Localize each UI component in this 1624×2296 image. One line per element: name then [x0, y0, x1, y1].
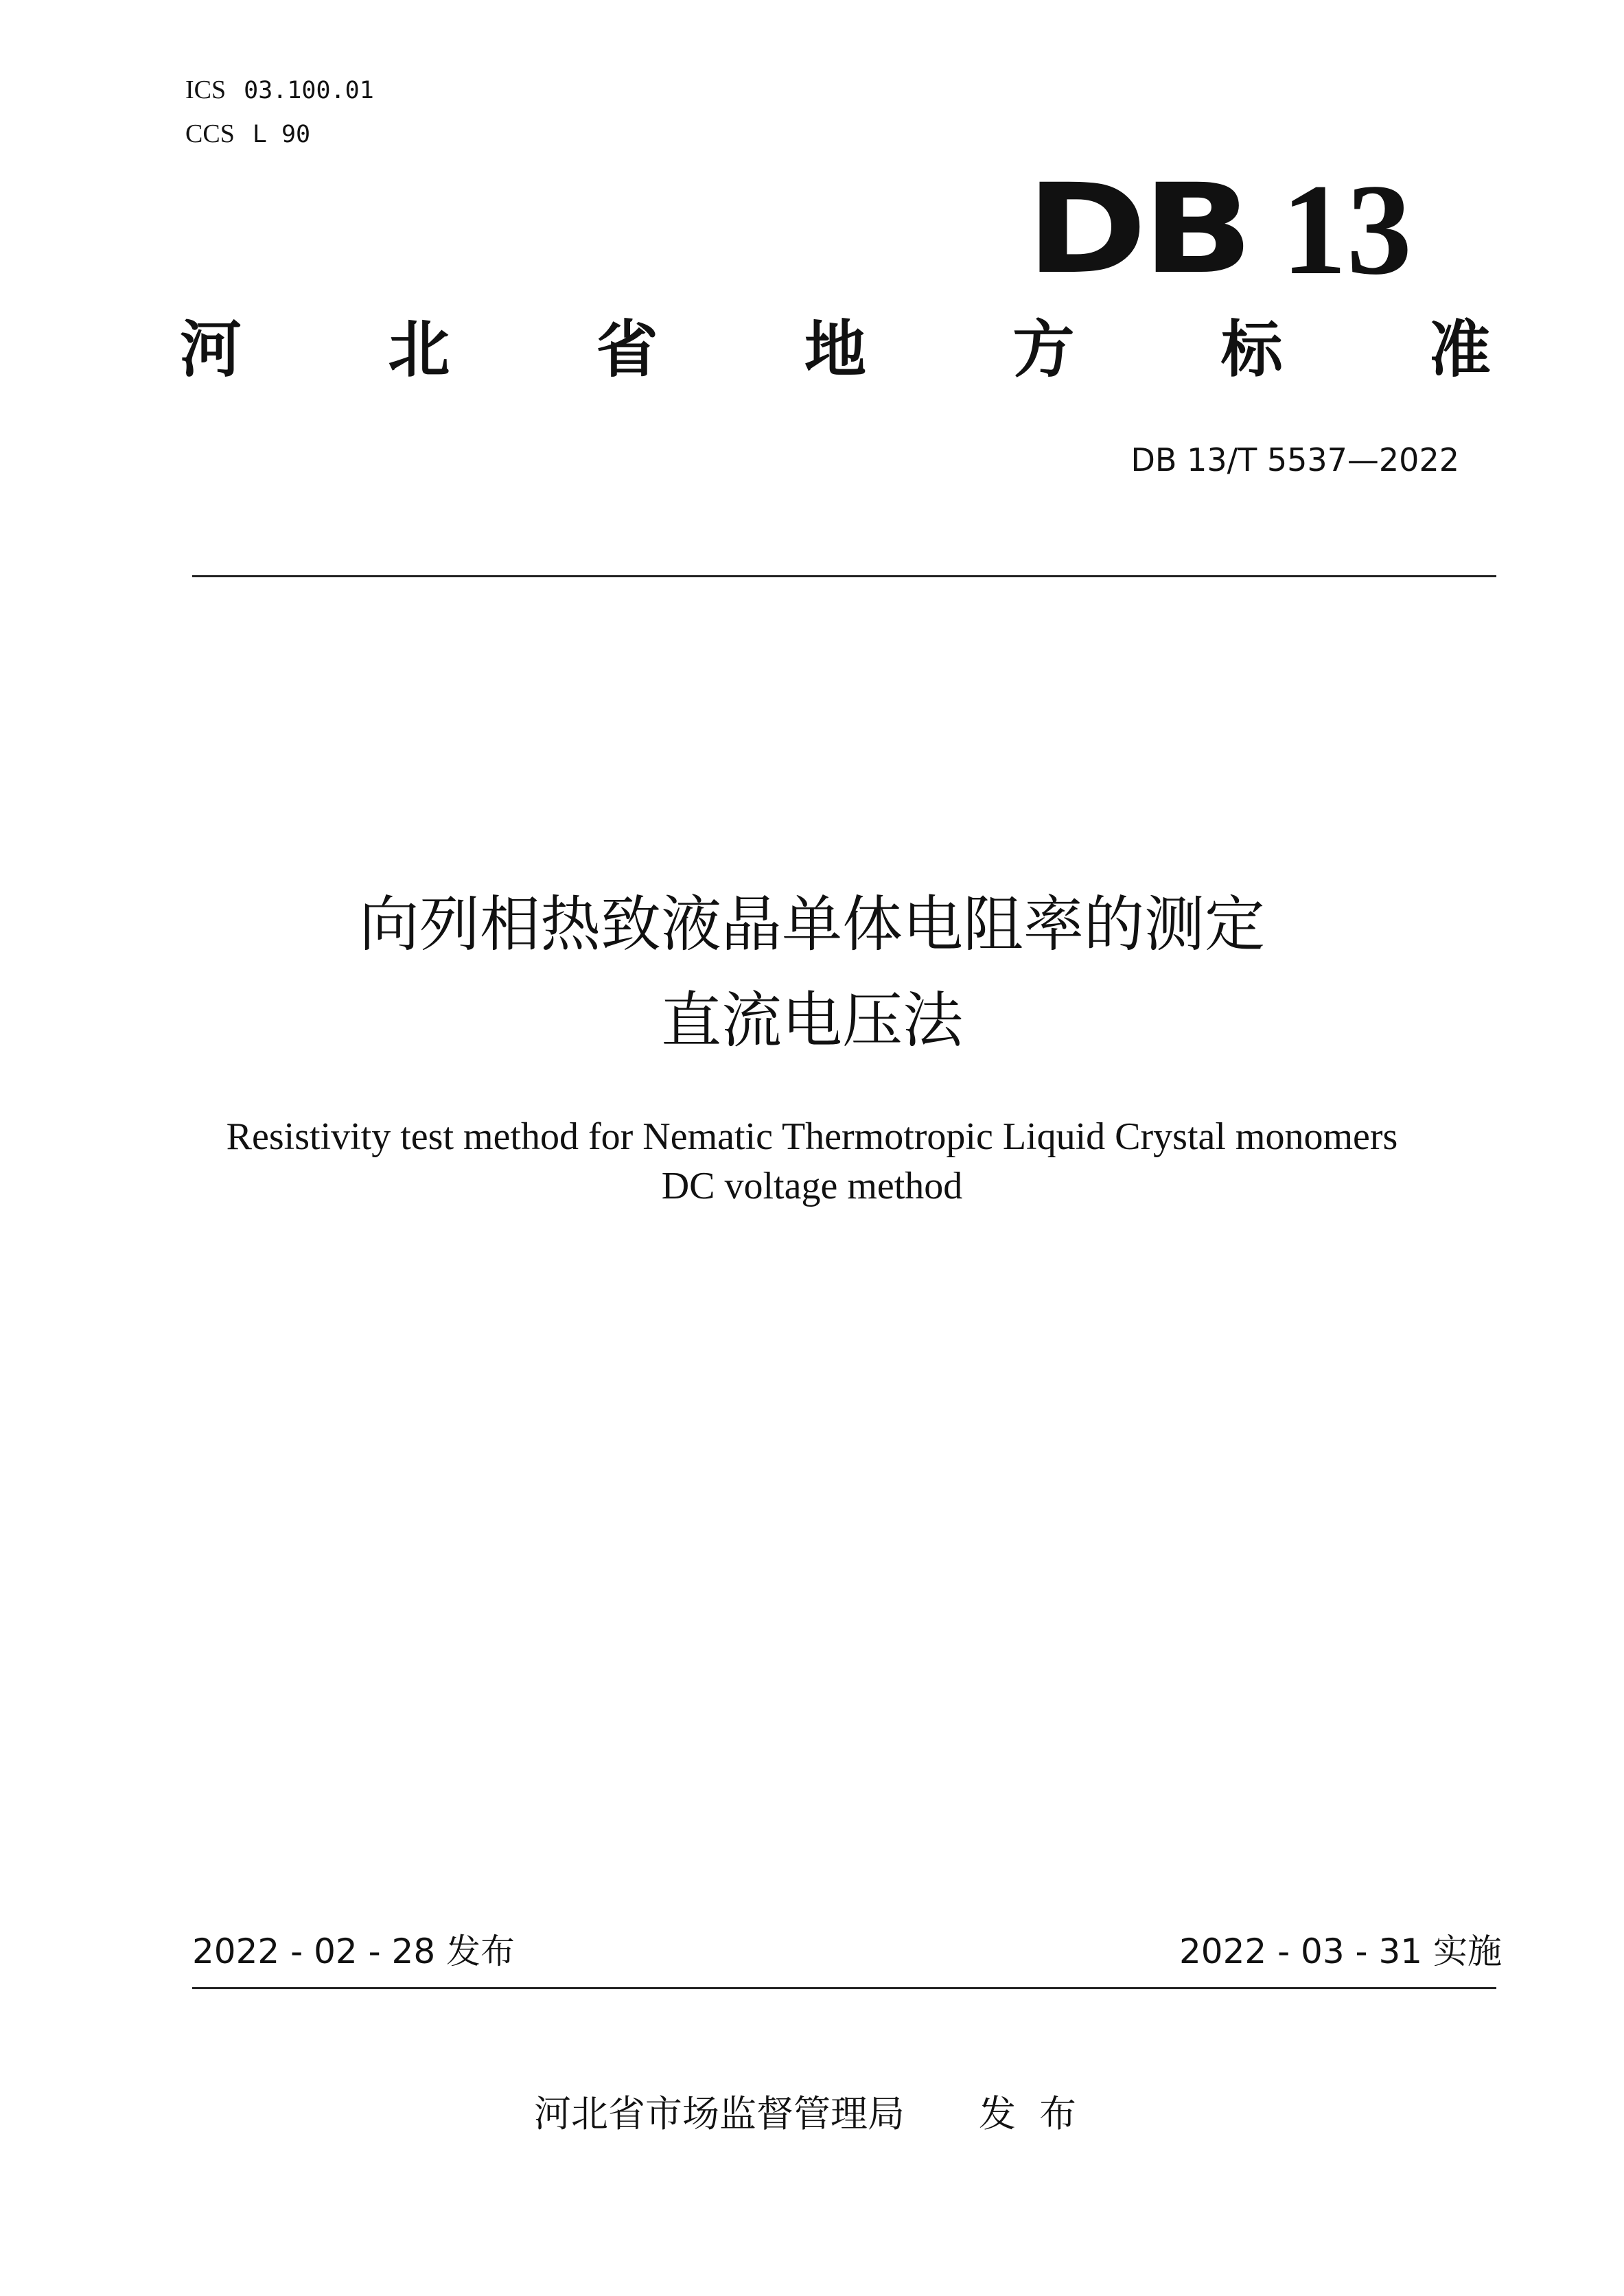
header-divider: [192, 575, 1496, 577]
title-chinese-line-1: 向列相热致液晶单体电阻率的测定: [358, 889, 1265, 960]
logo-prefix: DB: [1026, 158, 1249, 301]
logo-number: 13: [1281, 158, 1412, 302]
title-english-line-2: DC voltage method: [661, 1165, 963, 1207]
standard-type-char: 方: [1012, 314, 1075, 386]
footer-divider: [192, 1987, 1496, 1989]
ics-classification: [185, 77, 374, 103]
publisher-name: 河北省市场监督管理局: [534, 2092, 905, 2135]
standard-logo: [1026, 158, 1412, 302]
standard-type-char: 标: [1220, 314, 1283, 386]
ccs-classification: [185, 121, 310, 147]
ccs-label: CCS: [185, 119, 235, 148]
title-english-line-1: Resistivity test method for Nematic Thermotropic Liquid Crystal monomers: [226, 1115, 1398, 1158]
standard-type-char: 河: [180, 314, 242, 386]
ics-code: 03.100.01: [244, 77, 374, 104]
issue-date: 2022 - 02 - 28 发布: [192, 1932, 515, 1971]
standard-number: DB 13/T 5537—2022: [1130, 441, 1459, 478]
publisher-action: 发布: [979, 2092, 1100, 2135]
ics-label: ICS: [185, 76, 227, 104]
standard-type-char: 省: [596, 314, 658, 386]
standard-type-char: 北: [388, 314, 450, 386]
standard-type-heading: [180, 312, 1491, 388]
implementation-date: 2022 - 03 - 31 实施: [1179, 1932, 1502, 1971]
standard-type-char: 地: [804, 314, 866, 386]
ccs-code: L 90: [252, 121, 311, 148]
standard-type-char: 准: [1428, 314, 1491, 386]
publisher-line: [534, 2087, 1100, 2142]
title-chinese-line-2: 直流电压法: [660, 985, 963, 1056]
